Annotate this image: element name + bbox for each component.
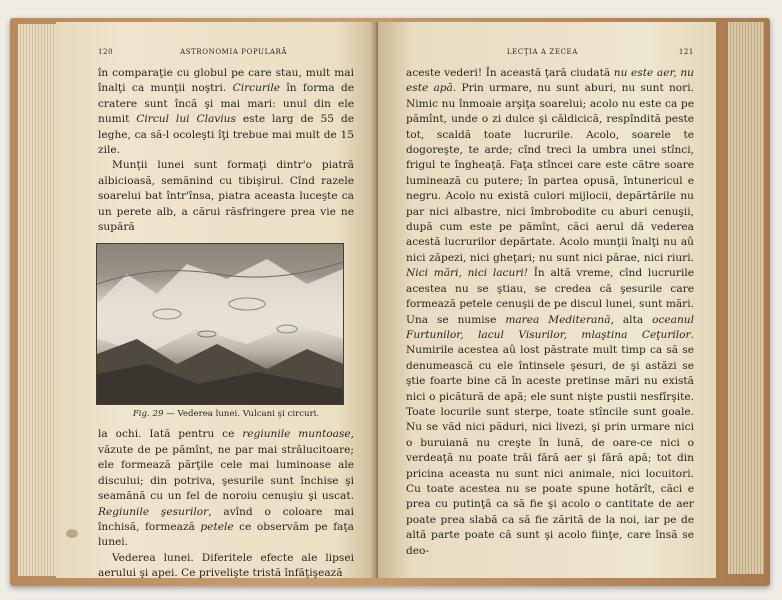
page-edges-left bbox=[18, 24, 58, 576]
moon-landscape-illustration bbox=[96, 243, 344, 405]
left-page-number: 120 bbox=[98, 48, 114, 56]
left-page-header bbox=[98, 48, 354, 56]
left-paragraph-1: în comparaţie cu globul pe care stau, mult mai înalţi ca munţii noştri. Circurile în forma de cratere sunt încă şi mai mari: unul din ele numit Circul lui Clavius este larg de 55 de leghe, ca să-l ocoleşti îţi trebue mai mult de 15 zile. bbox=[98, 67, 355, 157]
right-page-number: 121 bbox=[678, 48, 694, 56]
figure-caption: Fig. 29 — Vederea lunei. Vulcani şi circuri. bbox=[132, 409, 320, 420]
left-paragraph-2: Munţii lunei sunt formaţi dintr'o piatră albicioasă, semănind cu tibişirul. Cînd razele soarelui bat într'însa, piatra aceasta luceşte ca un perete alb, a cărui răsfringere prea vie ne supără bbox=[98, 159, 354, 234]
left-running-title: ASTRONOMIA POPULARĂ bbox=[180, 48, 288, 56]
paper-stain bbox=[66, 529, 78, 538]
left-paragraph-4: Vederea lunei. Diferitele efecte ale lipsei aerului şi apei. Ce privelişte tristă înfăţişează bbox=[98, 551, 354, 580]
page-edges-right bbox=[728, 22, 764, 574]
left-page bbox=[56, 22, 376, 578]
right-paragraph: aceste vederi! În această ţară ciudată nu este aer, nu este apă. Prin urmare, nu sunt aburi, nu sunt nori. Nimic nu înmoaie arşiţa soarelui; acolo nu este ca pe pămînt, unde o zi dulce şi căldicică, respîndită peste tot, scaldă toate lucrurile. Acolo, soarele te dogoreşte, te arde; cînd treci la umbra unei stînci, frigul te îngheaţă. Faţa stîncei care este către soare luminează cu putere; în partea opusă, întunericul e negru. Acolo nu există culori mijlocii, depărtările nu par nici albastre, nici îmbrobodite cu aburi cenuşii, după cum este pe pămînt, căci aerul dă vederea acestă lucrurilor depărtate. Acolo munţii înalţi nu aû nici zăpezi, nici gheţari; nu sunt nici părae, nici riuri. Nici mări, nici lacuri! În altă vreme, cînd lucrurile acestea nu se ştiau, se credea că şesurile care formează petele cenuşii de pe discul lunei, sunt mări. Una se numise marea Mediterană, alta oceanul Furtunilor, lacul Visurilor, mlaştina Ceţurilor. Numirile acestea aû lost păstrate mult timp ca să se denumească cu ele întinsele şesuri, de şi astăzi se ştie foarte bine că în aceste pretinse mări nu există nici o picătură de apă; ele sunt nişte pustii nesfîrşite. Toate locurile sunt sterpe, toate stîncile sunt goale. Nu se văd nici păduri, nici livezi, şi prin urmare nici o buruiană nu creşte în lună, de oare-ce nici o verdeaţă nu poate trăi fără aer şi fără apă; tot din pricina aceasta nu sunt nici animale, nici locuitori. Cu toate acestea nu se poate spune hotărît, căci e prea cu putinţă ca să fie şi acolo o cantitate de aer poate prea slabă ca să fie zărită de la noi, iar pe de altă parte poate că sunt şi acolo fiinţe, care însă se deo- bbox=[406, 67, 694, 557]
right-page bbox=[378, 22, 716, 578]
right-page-header bbox=[406, 48, 694, 56]
left-paragraph-3: la ochi. Iată pentru ce regiunile muntoase, văzute de pe pămînt, ne par mai strălucitoare; ele formează părţile cele mai luminoase ale discului; din potriva, şesurile sunt închise şi seamănă cu un fel de noroiu cenuşiu şi uscat. Regiunile şesurilor, avînd o coloare mai închisă, formează petele ce observăm pe faţa lunei. bbox=[98, 428, 355, 549]
right-running-title: LECŢIA A ZECEA bbox=[506, 48, 578, 56]
